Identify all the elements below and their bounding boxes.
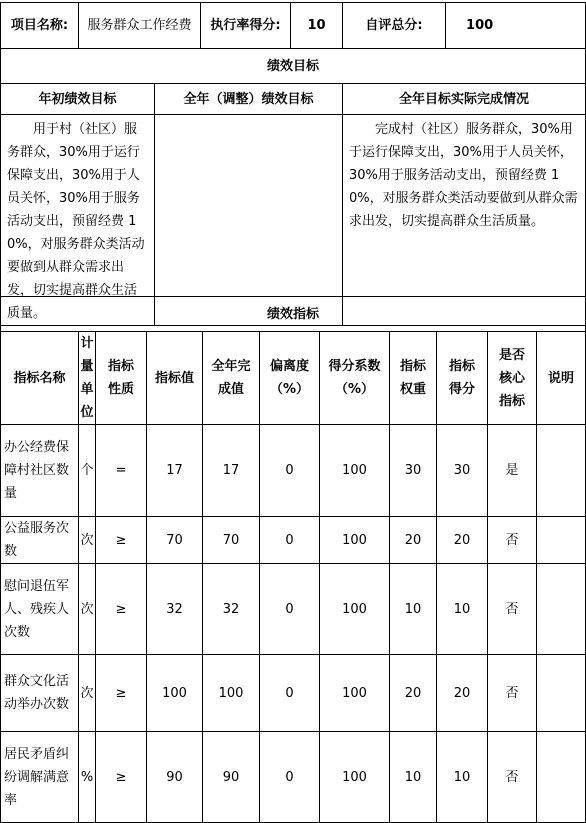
row-coefficient: 100 [320, 732, 390, 823]
row-unit: 次 [79, 655, 96, 732]
row-nature: ≥ [96, 655, 147, 732]
indicators-table [0, 296, 586, 823]
row-weight: 20 [390, 517, 437, 564]
row-core: 否 [488, 732, 537, 823]
row-coefficient: 100 [320, 564, 390, 655]
col-actual-completion: 全年目标实际完成情况 [343, 84, 586, 115]
row-core: 否 [488, 655, 537, 732]
row-weight: 10 [390, 564, 437, 655]
row-actual: 90 [203, 732, 260, 823]
col-adjusted-goal: 全年（调整）绩效目标 [155, 84, 343, 115]
exec-rate-value: 10 [291, 3, 343, 49]
table-row [1, 517, 586, 564]
indicators-section-title: 绩效指标 [1, 297, 586, 332]
project-name-value: 服务群众工作经费 [79, 3, 201, 49]
row-actual: 17 [203, 425, 260, 517]
row-score: 20 [437, 655, 488, 732]
header-nature: 指标性质 [96, 332, 147, 425]
row-deviation: 0 [260, 732, 320, 823]
project-name-label: 项目名称: [1, 3, 79, 49]
row-indicator-name: 办公经费保障村社区数量 [1, 425, 79, 517]
row-value: 90 [147, 732, 203, 823]
row-value: 70 [147, 517, 203, 564]
row-value: 17 [147, 425, 203, 517]
header-unit: 计量单位 [79, 332, 96, 425]
row-actual: 100 [203, 655, 260, 732]
row-nature: ≥ [96, 732, 147, 823]
row-coefficient: 100 [320, 655, 390, 732]
row-note [537, 732, 586, 823]
row-score: 30 [437, 425, 488, 517]
self-score-label: 自评总分: [343, 3, 446, 49]
row-core: 否 [488, 564, 537, 655]
row-deviation: 0 [260, 517, 320, 564]
table-row [1, 564, 586, 655]
goals-section-title: 绩效目标 [1, 49, 586, 84]
row-nature: = [96, 425, 147, 517]
header-weight: 指标权重 [390, 332, 437, 425]
header-coefficient: 得分系数（%） [320, 332, 390, 425]
actual-completion-text: 完成村（社区）服务群众，30%用于运行保障支出，30%用于人员关怀，30%用于服务活动支出，预留经费 10%，对服务群众类活动要做到从群众需求出发，切实提高群众生活质量。 [343, 115, 586, 326]
row-unit: % [79, 732, 96, 823]
row-indicator-name: 慰问退伍军人、残疾人次数 [1, 564, 79, 655]
row-score: 10 [437, 564, 488, 655]
self-score-value: 100 [446, 3, 586, 49]
header-indicator-name: 指标名称 [1, 332, 79, 425]
row-note [537, 564, 586, 655]
row-score: 20 [437, 517, 488, 564]
table-row [1, 425, 586, 517]
row-weight: 30 [390, 425, 437, 517]
exec-rate-label: 执行率得分: [201, 3, 291, 49]
row-core: 是 [488, 425, 537, 517]
header-value: 指标值 [147, 332, 203, 425]
row-deviation: 0 [260, 425, 320, 517]
header-score: 指标得分 [437, 332, 488, 425]
row-weight: 20 [390, 655, 437, 732]
adjusted-goal-text [155, 115, 343, 326]
row-indicator-name: 居民矛盾纠纷调解满意率 [1, 732, 79, 823]
row-unit: 次 [79, 517, 96, 564]
row-nature: ≥ [96, 517, 147, 564]
row-core: 否 [488, 517, 537, 564]
row-weight: 10 [390, 732, 437, 823]
row-value: 32 [147, 564, 203, 655]
row-deviation: 0 [260, 655, 320, 732]
row-note [537, 655, 586, 732]
row-unit: 次 [79, 564, 96, 655]
header-core: 是否核心指标 [488, 332, 537, 425]
row-note [537, 517, 586, 564]
row-coefficient: 100 [320, 425, 390, 517]
col-initial-goal: 年初绩效目标 [1, 84, 155, 115]
row-deviation: 0 [260, 564, 320, 655]
row-note [537, 425, 586, 517]
goals-table [0, 2, 586, 326]
row-indicator-name: 公益服务次数 [1, 517, 79, 564]
header-deviation: 偏离度（%） [260, 332, 320, 425]
row-coefficient: 100 [320, 517, 390, 564]
row-actual: 70 [203, 517, 260, 564]
row-value: 100 [147, 655, 203, 732]
table-row [1, 655, 586, 732]
header-actual: 全年完成值 [203, 332, 260, 425]
table-row [1, 732, 586, 823]
row-score: 10 [437, 732, 488, 823]
initial-goal-text: 用于村（社区）服务群众，30%用于运行保障支出，30%用于人员关怀，30%用于服务活动支出，预留经费 10%，对服务群众类活动要做到从群众需求出发，切实提高群众生活质量。 [1, 115, 155, 326]
header-note: 说明 [537, 332, 586, 425]
row-unit: 个 [79, 425, 96, 517]
row-actual: 32 [203, 564, 260, 655]
row-nature: ≥ [96, 564, 147, 655]
row-indicator-name: 群众文化活动举办次数 [1, 655, 79, 732]
